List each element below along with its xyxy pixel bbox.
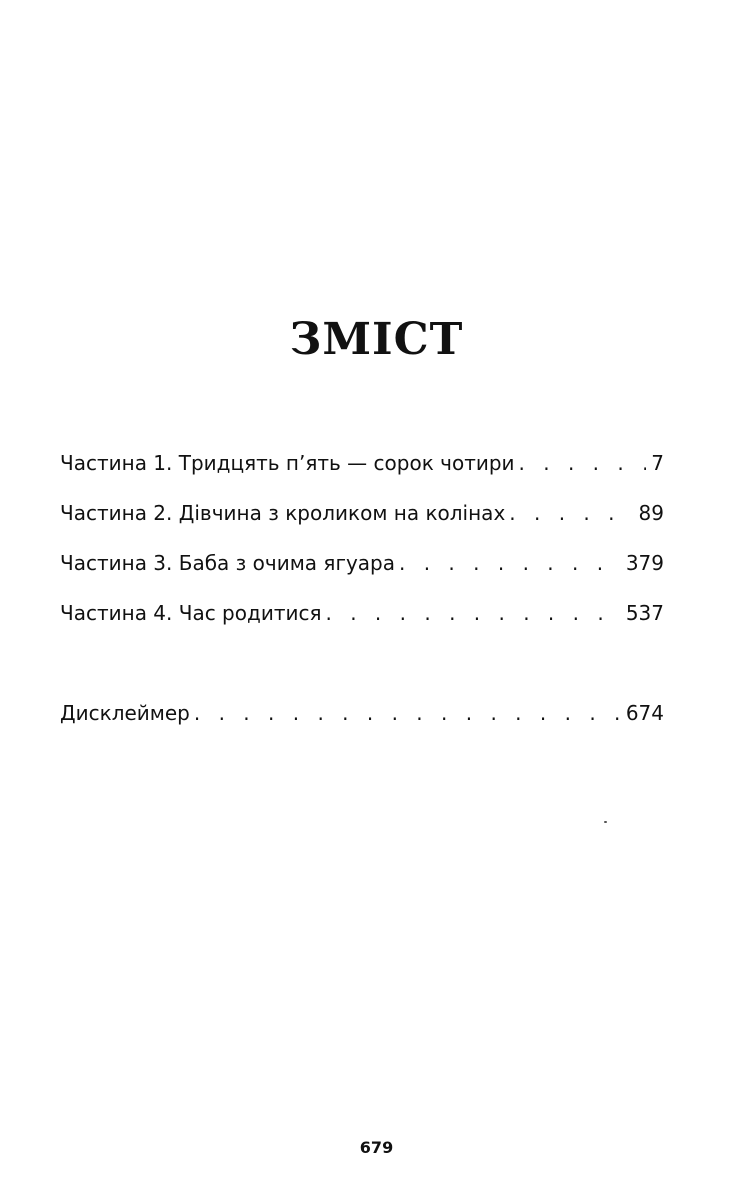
dot-leader: [326, 600, 622, 626]
toc-entry-part-1: [60, 450, 664, 476]
toc-entry-page: 7: [651, 451, 664, 475]
toc-entry-label: Частина 4. Час родитися: [60, 601, 322, 625]
dot-leader: [399, 550, 622, 576]
dot-leader: [194, 700, 622, 726]
toc-entry-part-4: [60, 600, 664, 626]
toc-entry-page: 379: [625, 551, 664, 575]
toc-entry-disclaimer: [60, 700, 664, 726]
toc-entry-label: Частина 1. Тридцять п’ять — сорок чотири: [60, 451, 515, 475]
toc-entry-label: Дисклеймер: [60, 701, 190, 725]
print-speck: [604, 821, 607, 823]
toc-entry-page: 537: [625, 601, 664, 625]
dot-leader: [519, 450, 646, 476]
toc-entry-label: Частина 2. Дівчина з кроликом на колінах: [60, 501, 506, 525]
dot-leader: [509, 500, 634, 526]
toc-entry-label: Частина 3. Баба з очима ягуара: [60, 551, 395, 575]
toc-entry-page: 89: [638, 501, 664, 525]
page-title: ЗМІСТ: [289, 314, 464, 365]
toc-entry-part-2: [60, 500, 664, 526]
toc-entry-page: 674: [625, 701, 664, 725]
toc-entry-part-3: [60, 550, 664, 576]
table-of-contents: [60, 450, 664, 726]
page-number: 679: [359, 1138, 394, 1157]
